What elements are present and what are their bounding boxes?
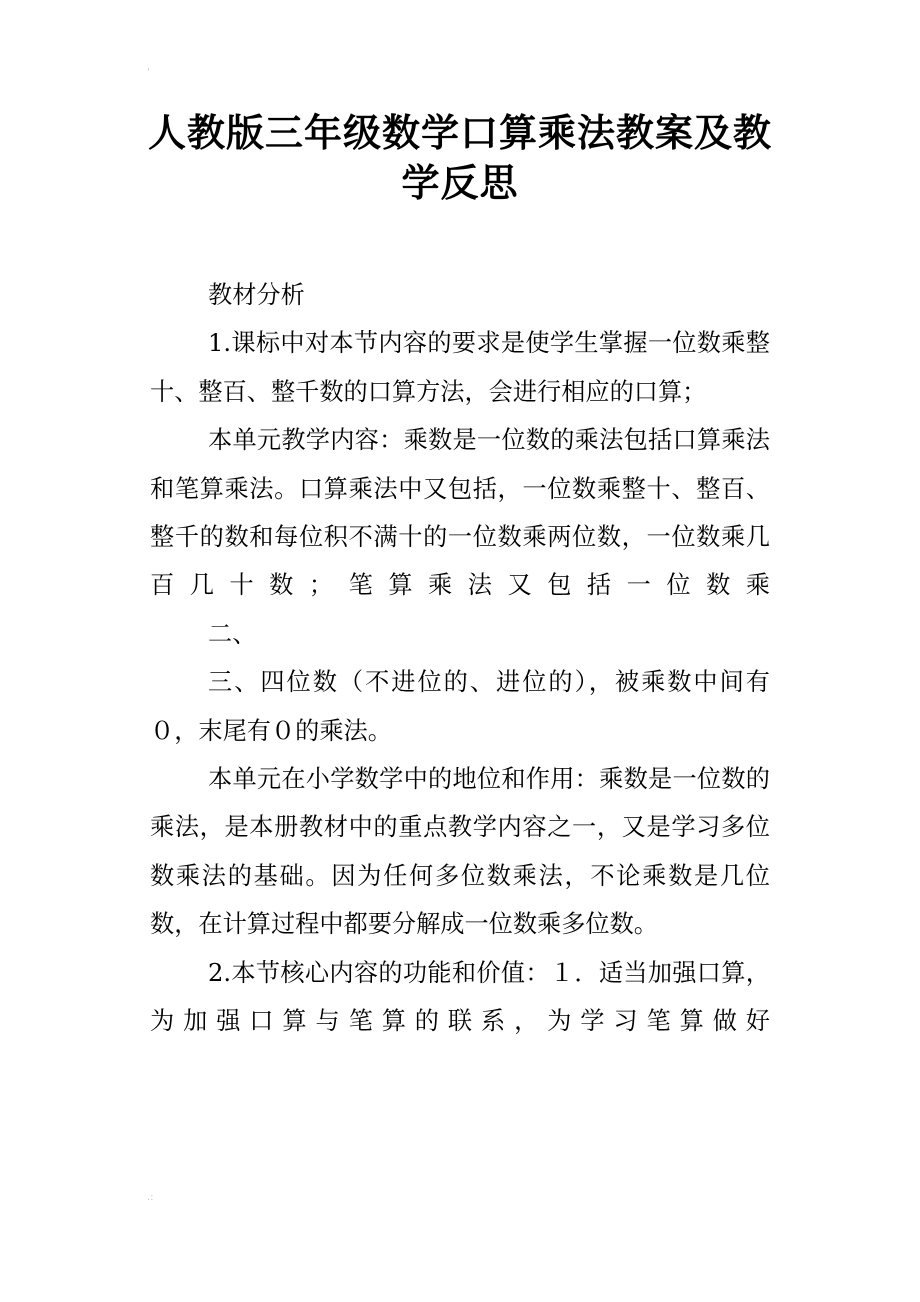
paragraph-unit-role: 本单元在小学数学中的地位和作用：乘数是一位数的乘法，是本册教材中的重点教学内容之一，又是学习多位数乘法的基础。因为任何多位数乘法，不论乘数是几位数，在计算过程中都要分解成一位数乘多位数。 <box>150 765 770 939</box>
paragraph-curriculum-requirement: 1.课标中对本节内容的要求是使学生掌握一位数乘整十、整百、整千数的口算方法，会进行相应的口算； <box>150 329 770 406</box>
paragraph-core-value: 2.本节核心内容的功能和价值：１．适当加强口算，为加强口算与笔算的联系，为学习笔算做好 <box>150 958 770 1036</box>
corner-mark-top: ' <box>147 67 150 78</box>
paragraph-section-heading: 教材分析 <box>208 281 305 309</box>
corner-mark-bottom: .: <box>147 1192 154 1203</box>
document-title: 人教版三年级数学口算乘法教案及教学反思 <box>147 111 772 205</box>
paragraph-unit-content: 本单元教学内容：乘数是一位数的乘法包括口算乘法和笔算乘法。口算乘法中又包括，一位数乘整十、整百、整千的数和每位积不满十的一位数乘两位数，一位数乘几百几十数；笔算乘法又包括一位数乘 <box>150 426 770 600</box>
document-body <box>150 271 770 1046</box>
paragraph-two: 二、 <box>208 619 257 648</box>
paragraph-three-four-digit: 三、四位数（不进位的、进位的），被乘数中间有０，末尾有０的乘法。 <box>150 668 770 745</box>
